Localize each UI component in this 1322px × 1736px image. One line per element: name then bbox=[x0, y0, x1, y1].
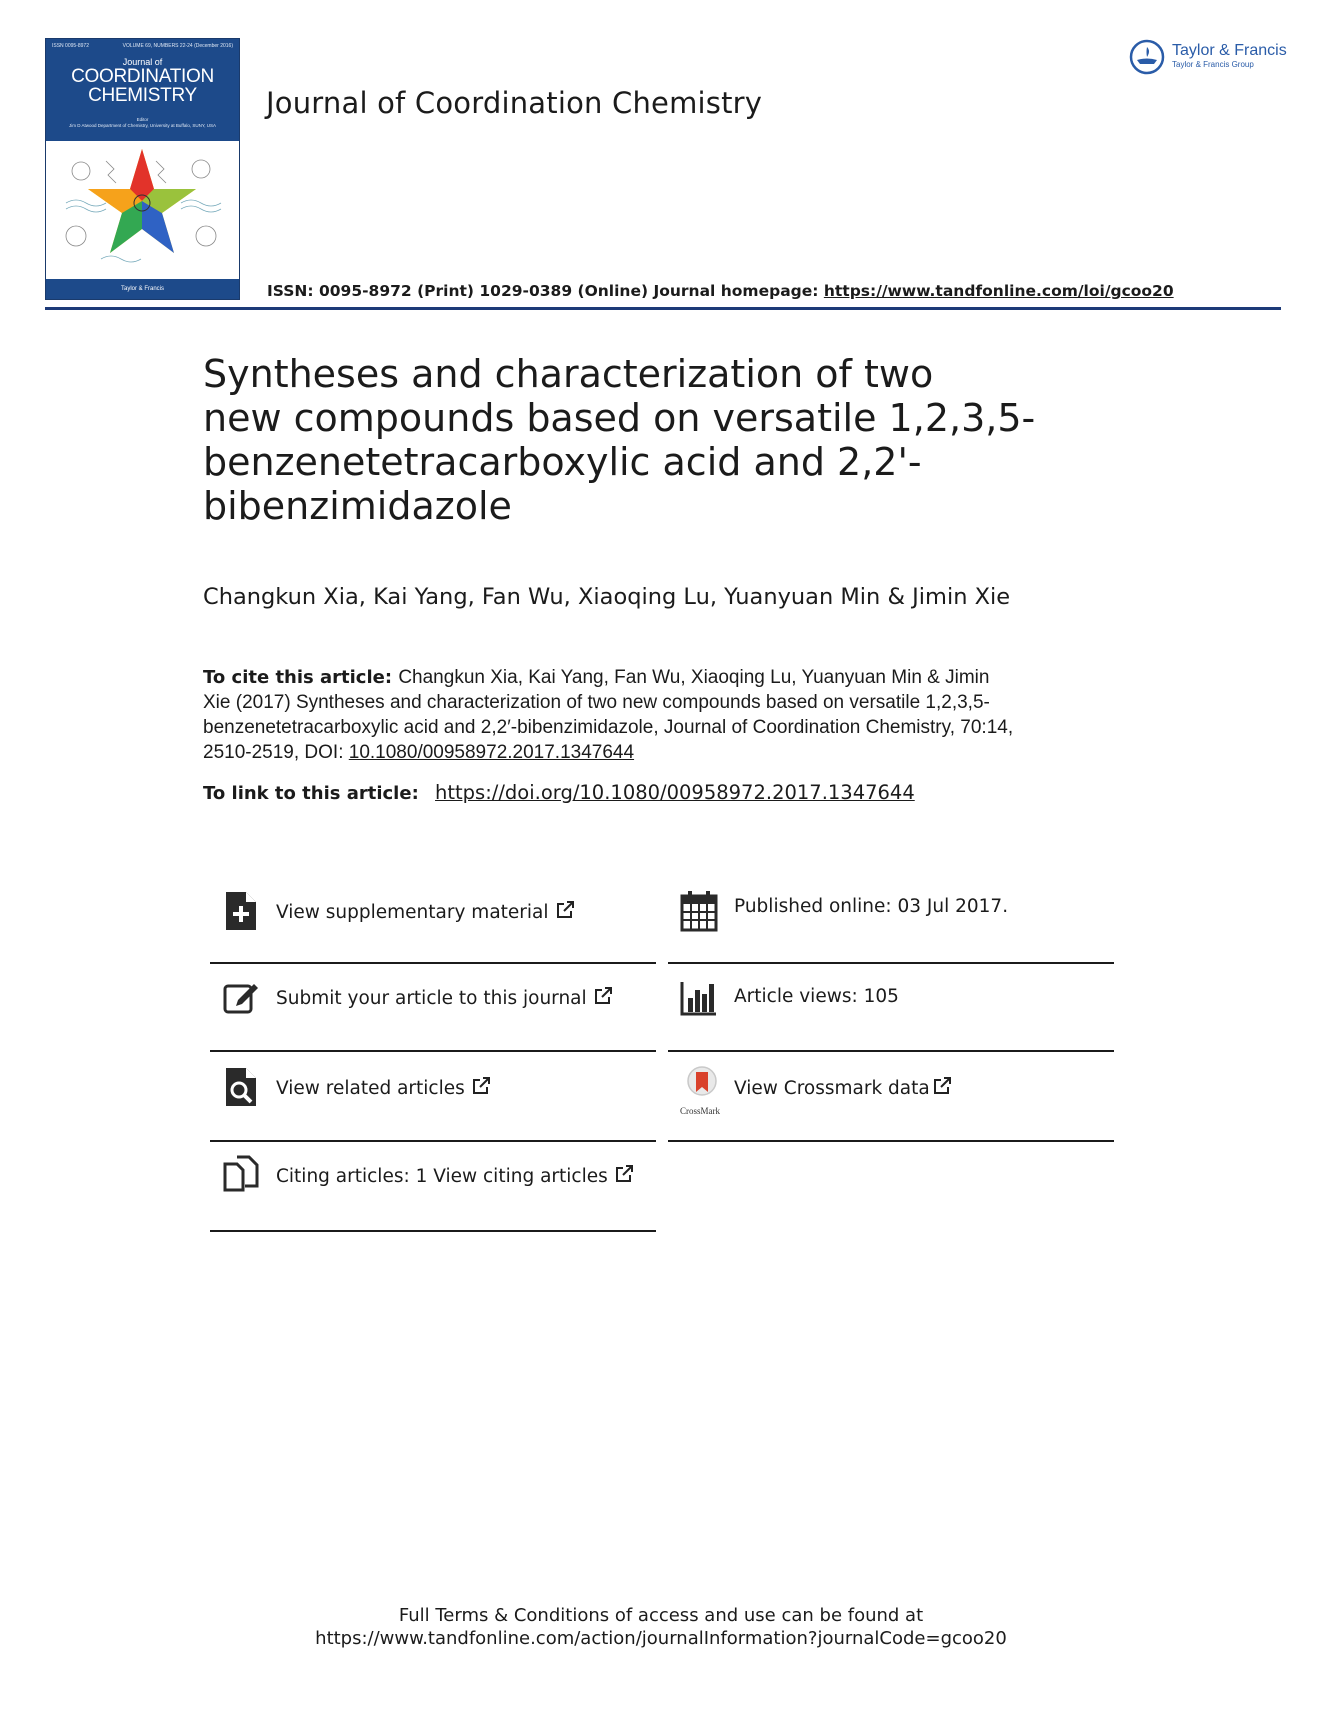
document-search-icon bbox=[222, 1066, 260, 1108]
cover-editor-label: Editor bbox=[136, 117, 149, 122]
taylor-francis-lamp-icon bbox=[1128, 38, 1166, 76]
title-line: Syntheses and characterization of two bbox=[203, 352, 934, 396]
footer-line: Full Terms & Conditions of access and use can be found at bbox=[398, 1605, 924, 1626]
divider bbox=[668, 962, 1114, 964]
citation-block bbox=[203, 665, 1123, 765]
crossmark-icon bbox=[680, 1066, 724, 1108]
citation-text: Xie (2017) Syntheses and characterization of two new compounds based on versatile 1,2,3,5- bbox=[203, 692, 990, 713]
cover-journal-of: Journal of bbox=[122, 57, 163, 67]
external-link-icon bbox=[471, 1076, 491, 1096]
cover-editor-name: Jim D Atwood Department of Chemistry, University at Buffalo, SUNY, USA bbox=[68, 123, 217, 128]
title-line: new compounds based on versatile 1,2,3,5- bbox=[203, 396, 1036, 440]
citing-label: Citing articles: 1 View citing articles bbox=[276, 1166, 608, 1187]
cover-issn: ISSN 0095-8972 bbox=[52, 43, 89, 49]
article-link-row bbox=[203, 781, 915, 804]
journal-homepage-link[interactable]: https://www.tandfonline.com/loi/gcoo20 bbox=[823, 282, 1174, 300]
star-molecule-artwork bbox=[46, 141, 239, 281]
issn-line bbox=[267, 282, 1174, 300]
divider bbox=[668, 1140, 1114, 1142]
publisher-name: Taylor & Francis bbox=[1172, 42, 1287, 59]
taylor-francis-logo[interactable] bbox=[1128, 38, 1288, 78]
divider bbox=[210, 1140, 656, 1142]
external-link-icon bbox=[593, 986, 613, 1006]
article-authors: Changkun Xia, Kai Yang, Fan Wu, Xiaoqing Lu, Yuanyuan Min & Jimin Xie bbox=[203, 584, 1011, 610]
link-label: To link to this article: bbox=[203, 783, 426, 804]
crossmark-link[interactable] bbox=[670, 1056, 1114, 1144]
citation-text: 2510-2519, DOI: bbox=[203, 742, 349, 763]
bar-chart-icon bbox=[680, 976, 718, 1018]
calendar-icon bbox=[680, 890, 718, 932]
cover-publisher: Taylor & Francis bbox=[46, 279, 239, 299]
article-doi-url[interactable]: https://doi.org/10.1080/00958972.2017.1347644 bbox=[435, 781, 915, 804]
external-link-icon bbox=[614, 1164, 634, 1184]
external-link-icon bbox=[555, 900, 575, 920]
cover-volume: VOLUME 69, NUMBERS 22-24 (December 2016) bbox=[122, 43, 233, 49]
citation-label: To cite this article: bbox=[203, 667, 399, 688]
publisher-group: Taylor & Francis Group bbox=[1172, 60, 1254, 69]
citation-text: Changkun Xia, Kai Yang, Fan Wu, Xiaoqing Lu, Yuanyuan Min & Jimin bbox=[398, 667, 990, 688]
document-plus-icon bbox=[222, 890, 260, 932]
article-title bbox=[203, 352, 1103, 528]
header-rule bbox=[45, 307, 1281, 310]
supplementary-material-link[interactable] bbox=[212, 880, 656, 968]
citation-text: benzenetetracarboxylic acid and 2,2′-bibenzimidazole, Journal of Coordination Chemistry, 70:14, bbox=[203, 717, 1014, 738]
title-line: bibenzimidazole bbox=[203, 484, 512, 528]
cover-artwork bbox=[46, 141, 239, 281]
external-link-icon bbox=[932, 1076, 952, 1096]
related-articles-link[interactable] bbox=[212, 1056, 656, 1144]
cover-title-line2: CHEMISTRY bbox=[88, 85, 197, 106]
divider bbox=[210, 1050, 656, 1052]
journal-cover-image bbox=[45, 38, 240, 300]
cover-title-line1: COORDINATION bbox=[71, 66, 214, 87]
terms-url[interactable]: https://www.tandfonline.com/action/journalInformation?journalCode=gcoo20 bbox=[315, 1628, 1007, 1649]
published-online-label: Published online: 03 Jul 2017. bbox=[734, 896, 1009, 917]
journal-name[interactable]: Journal of Coordination Chemistry bbox=[266, 86, 763, 120]
issn-text: ISSN: 0095-8972 (Print) 1029-0389 (Online) Journal homepage: bbox=[267, 282, 824, 300]
crossmark-logo-text: CrossMark bbox=[680, 1106, 720, 1116]
crossmark-label: View Crossmark data bbox=[734, 1078, 930, 1099]
divider bbox=[210, 962, 656, 964]
submit-label: Submit your article to this journal bbox=[276, 988, 587, 1009]
article-views-label: Article views: 105 bbox=[734, 986, 899, 1007]
published-online-info bbox=[670, 880, 1114, 968]
edit-pencil-icon bbox=[222, 976, 260, 1018]
article-views-info bbox=[670, 966, 1114, 1054]
citing-articles-link[interactable] bbox=[212, 1144, 656, 1232]
divider bbox=[668, 1050, 1114, 1052]
related-label: View related articles bbox=[276, 1078, 465, 1099]
title-line: benzenetetracarboxylic acid and 2,2'- bbox=[203, 440, 922, 484]
submit-article-link[interactable] bbox=[212, 966, 656, 1054]
divider bbox=[210, 1230, 656, 1232]
documents-stack-icon bbox=[222, 1154, 260, 1196]
doi-link[interactable]: 10.1080/00958972.2017.1347644 bbox=[348, 742, 635, 763]
cover-header bbox=[46, 39, 239, 141]
supplementary-label: View supplementary material bbox=[276, 902, 549, 923]
terms-footer bbox=[0, 1604, 1322, 1650]
